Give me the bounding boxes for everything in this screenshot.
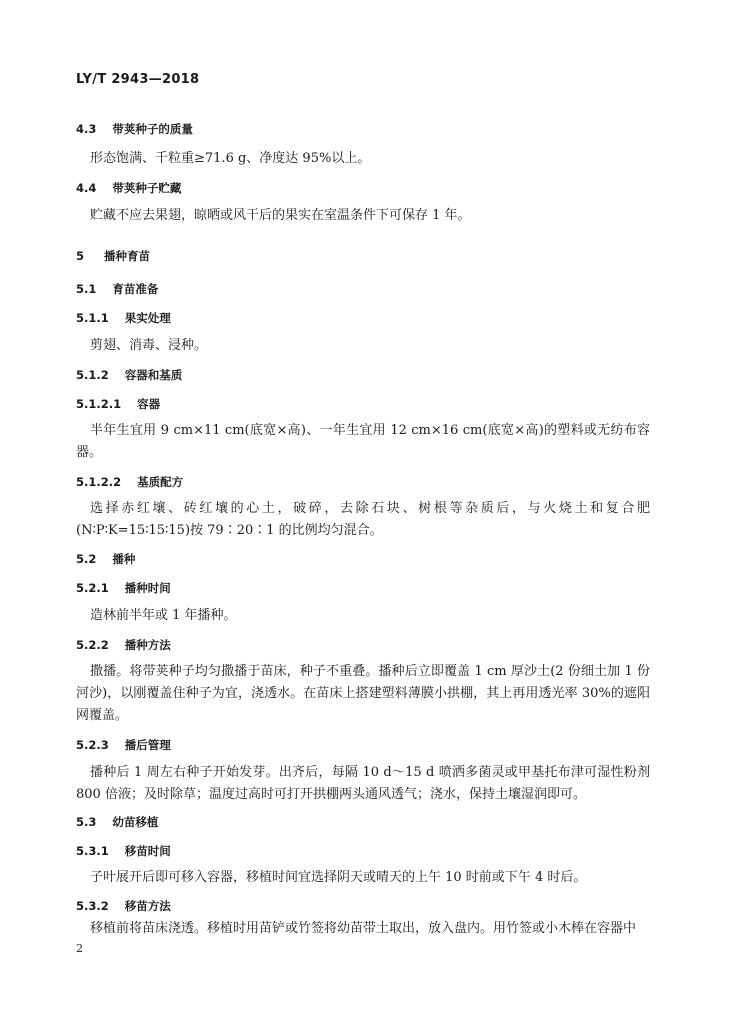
heading-number: 5.2.3 <box>76 738 109 752</box>
heading-title: 移苗时间 <box>124 844 171 858</box>
heading-number: 5.2 <box>76 552 97 566</box>
heading-number: 5.1.2 <box>76 368 109 382</box>
paragraph-4-3: 形态饱满、千粒重≥71.6 g、净度达 95%以上。 <box>90 151 371 166</box>
heading-5-2-1 <box>76 580 171 596</box>
paragraph-5-2-3: 播种后 1 周左右种子开始发芽。出齐后，每隔 10 d～15 d 喷洒多菌灵或甲基托布津可湿性粉剂 800 倍液；及时除草；温度过高时可打开拱棚两头通风透气；浇水，保持土壤湿润即可。 <box>76 765 650 802</box>
heading-title: 容器 <box>137 397 161 411</box>
heading-5-1 <box>76 281 158 297</box>
heading-5-2 <box>76 551 135 567</box>
heading-5-1-2 <box>76 367 182 383</box>
heading-number: 5.1.2.1 <box>76 397 122 411</box>
heading-title: 播种育苗 <box>104 249 151 263</box>
paragraph-5-3-2: 移植前将苗床浇透。移植时用苗铲或竹签将幼苗带土取出，放入盘内。用竹签或小木棒在容器中 <box>90 921 637 936</box>
heading-number: 5.1.1 <box>76 311 109 325</box>
heading-title: 播后管理 <box>124 738 171 752</box>
heading-title: 基质配方 <box>137 475 184 489</box>
heading-5-1-2-1 <box>76 396 160 412</box>
heading-5 <box>76 248 150 264</box>
heading-5-3-2 <box>76 898 171 914</box>
heading-title: 带荚种子贮藏 <box>112 181 182 195</box>
standard-code-header: LY/T 2943—2018 <box>76 72 200 87</box>
heading-number: 4.4 <box>76 181 97 195</box>
heading-5-3 <box>76 814 158 830</box>
heading-number: 5.2.2 <box>76 638 109 652</box>
heading-number: 5.2.1 <box>76 581 109 595</box>
paragraph-4-4: 贮藏不应去果翅，晾晒或风干后的果实在室温条件下可保存 1 年。 <box>90 208 471 223</box>
heading-5-3-1 <box>76 843 171 859</box>
heading-5-2-2 <box>76 637 171 653</box>
heading-title: 果实处理 <box>124 311 171 325</box>
heading-5-2-3 <box>76 737 171 753</box>
heading-title: 移苗方法 <box>124 899 171 913</box>
page-number: 2 <box>76 942 83 955</box>
heading-5-1-2-2 <box>76 474 183 490</box>
paragraph-5-3-1: 子叶展开后即可移入容器，移植时间宜选择阴天或晴天的上午 10 时前或下午 4 时后。 <box>90 870 587 885</box>
heading-5-1-1 <box>76 310 171 326</box>
heading-number: 5.1 <box>76 282 97 296</box>
heading-title: 容器和基质 <box>124 368 183 382</box>
paragraph-5-2-2: 撒播。将带荚种子均匀撒播于苗床，种子不重叠。播种后立即覆盖 1 cm 厚沙土(2 份细土加 1 份河沙)，以刚覆盖住种子为宜，浇透水。在苗床上搭建塑料薄膜小拱棚，其上再用透光率 30%的遮阳网覆盖。 <box>76 664 650 723</box>
heading-4-4 <box>76 180 181 196</box>
paragraph-5-1-1: 剪翅、消毒、浸种。 <box>90 338 208 353</box>
heading-number: 5 <box>76 249 85 263</box>
heading-number: 5.3.1 <box>76 844 109 858</box>
paragraph-5-2-1: 造林前半年或 1 年播种。 <box>90 608 237 623</box>
heading-title: 幼苗移植 <box>112 815 159 829</box>
paragraph-5-1-2-2: 选择赤红壤、砖红壤的心土，破碎，去除石块、树根等杂质后，与火烧土和复合肥(N∶P∶K=15∶15∶15)按 79∶20∶1 的比例均匀混合。 <box>76 501 650 538</box>
heading-number: 5.1.2.2 <box>76 475 122 489</box>
heading-number: 5.3 <box>76 815 97 829</box>
heading-number: 5.3.2 <box>76 899 109 913</box>
heading-title: 育苗准备 <box>112 282 159 296</box>
heading-title: 播种 <box>112 552 136 566</box>
heading-title: 播种方法 <box>124 638 171 652</box>
heading-title: 带荚种子的质量 <box>112 122 193 136</box>
heading-number: 4.3 <box>76 122 97 136</box>
heading-4-3 <box>76 121 193 137</box>
heading-title: 播种时间 <box>124 581 171 595</box>
paragraph-5-1-2-1: 半年生宜用 9 cm×11 cm(底宽×高)、一年生宜用 12 cm×16 cm(底宽×高)的塑料或无纺布容器。 <box>76 423 650 460</box>
